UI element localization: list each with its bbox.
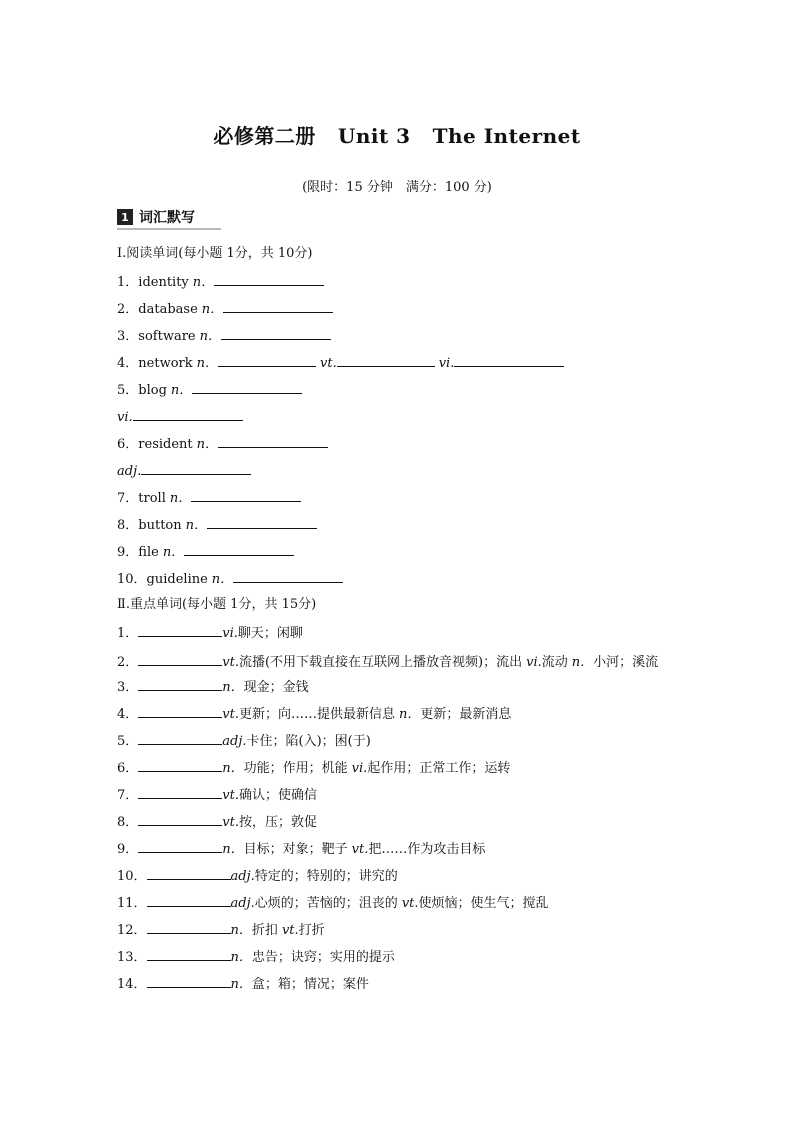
list-item: 8．button n． [117, 514, 687, 541]
list-item: 9． n．目标；对象；靶子 vt.把……作为攻击目标 [117, 838, 687, 865]
list-item: 10． adj.特定的；特别的；讲究的 [117, 865, 687, 892]
answer-blank[interactable] [221, 325, 331, 340]
answer-blank[interactable] [233, 568, 343, 583]
part2-heading: Ⅱ.重点单词(每小题 1分，共 15分) [117, 597, 317, 612]
part1-heading: Ⅰ.阅读单词(每小题 1分，共 10分) [117, 246, 313, 261]
answer-blank[interactable] [147, 865, 231, 880]
time-score-info: (限时：15 分钟 满分：100 分) [302, 180, 492, 195]
list-item: 6．resident n． [117, 433, 687, 460]
answer-blank[interactable] [207, 514, 317, 529]
answer-blank[interactable] [133, 406, 243, 421]
answer-blank[interactable] [138, 811, 222, 826]
list-item: 14． n．盒；箱；情况；案件 [117, 973, 687, 1000]
list-item: 2．database n． [117, 298, 687, 325]
answer-blank[interactable] [223, 298, 333, 313]
answer-blank[interactable] [147, 892, 231, 907]
answer-blank[interactable] [138, 676, 222, 691]
list-item: 9．file n． [117, 541, 687, 568]
answer-blank[interactable] [214, 271, 324, 286]
list-item: 7． vt.确认；使确信 [117, 784, 687, 811]
list-item: 3． n．现金；金钱 [117, 676, 687, 703]
exercise-content [117, 244, 687, 1000]
section-badge: 1 [117, 209, 133, 225]
answer-blank[interactable] [191, 487, 301, 502]
list-item-continuation: vi. [117, 406, 687, 433]
list-item: 4． vt.更新；向……提供最新信息 n．更新；最新消息 [117, 703, 687, 730]
answer-blank[interactable] [192, 379, 302, 394]
section-underline [117, 228, 221, 230]
answer-blank[interactable] [138, 703, 222, 718]
list-item: 3．software n． [117, 325, 687, 352]
answer-blank[interactable] [184, 541, 294, 556]
unit-label: Unit 3 [337, 124, 411, 148]
list-item: 10．guideline n． [117, 568, 687, 595]
answer-blank[interactable] [218, 352, 316, 367]
answer-blank[interactable] [138, 622, 222, 637]
list-item: 12． n．折扣 vt.打折 [117, 919, 687, 946]
unit-topic: The Internet [432, 124, 581, 148]
answer-blank[interactable] [147, 946, 231, 961]
answer-blank[interactable] [147, 919, 231, 934]
section-title: 词汇默写 [139, 210, 195, 226]
list-item: 13． n．忠告；诀窍；实用的提示 [117, 946, 687, 973]
list-item: 5．blog n． [117, 379, 687, 406]
answer-blank[interactable] [138, 651, 222, 666]
list-item: 2． vt.流播(不用下载直接在互联网上播放音视频)；流出 vi.流动 n．小河；溪流 [117, 649, 687, 676]
answer-blank[interactable] [147, 973, 231, 988]
list-item: 1．identity n． [117, 271, 687, 298]
answer-blank[interactable] [138, 757, 222, 772]
answer-blank[interactable] [454, 352, 564, 367]
answer-blank[interactable] [218, 433, 328, 448]
list-item: 11． adj.心烦的；苦恼的；沮丧的 vt.使烦恼；使生气；搅乱 [117, 892, 687, 919]
list-item: 6． n．功能；作用；机能 vi.起作用；正常工作；运转 [117, 757, 687, 784]
list-item: 4．network n． vt. vi. [117, 352, 687, 379]
page-title [0, 120, 794, 149]
answer-blank[interactable] [337, 352, 435, 367]
list-item: 7．troll n． [117, 487, 687, 514]
answer-blank[interactable] [138, 838, 222, 853]
answer-blank[interactable] [138, 730, 222, 745]
book-title: 必修第二册 [213, 124, 316, 148]
answer-blank[interactable] [138, 784, 222, 799]
answer-blank[interactable] [141, 460, 251, 475]
list-item-continuation: adj. [117, 460, 687, 487]
list-item: 5． adj.卡住；陷(入)；困(于) [117, 730, 687, 757]
list-item: 1． vi.聊天；闲聊 [117, 622, 687, 649]
list-item: 8． vt.按，压；敦促 [117, 811, 687, 838]
section-header [117, 206, 221, 228]
